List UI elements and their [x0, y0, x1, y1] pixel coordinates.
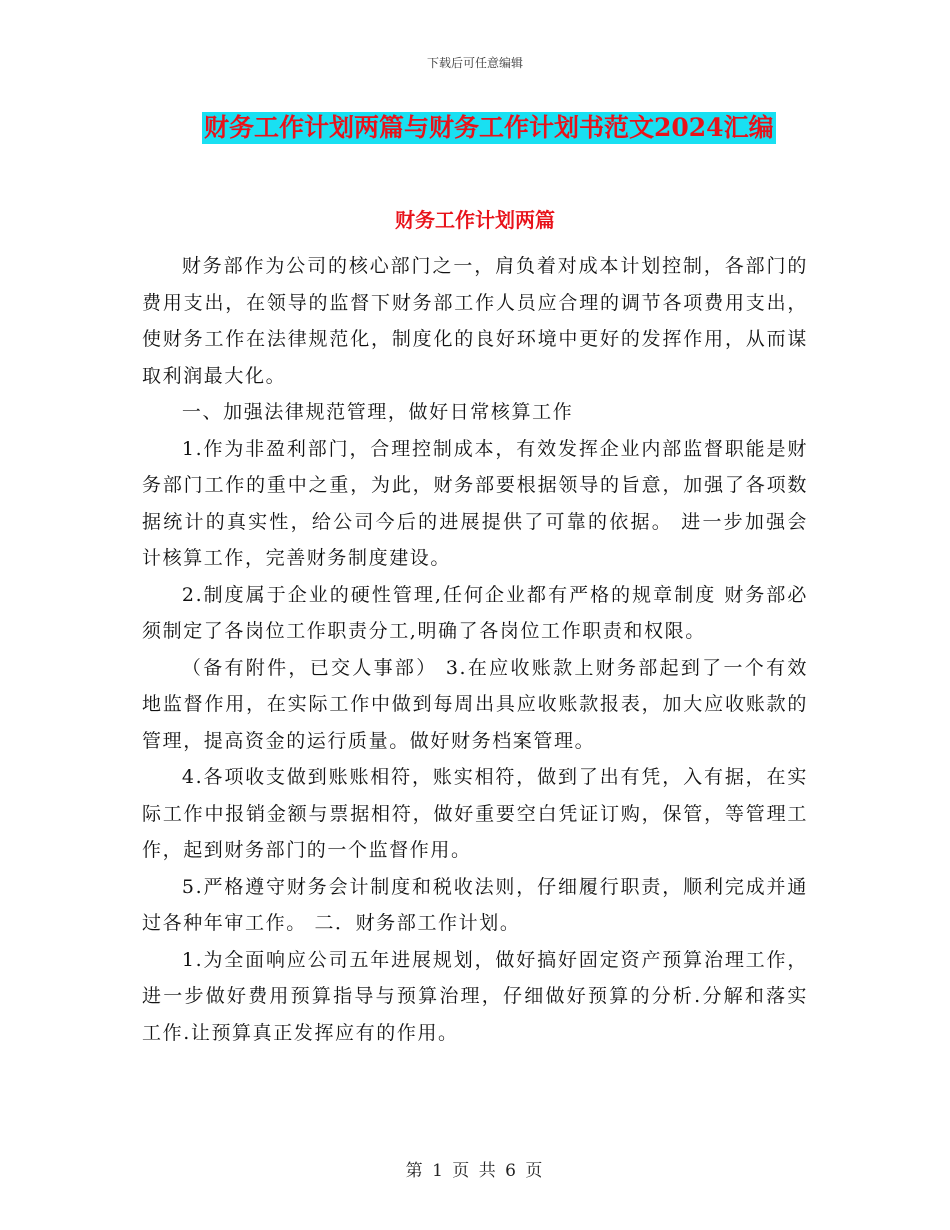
- section-title: 财务工作计划两篇: [395, 208, 555, 232]
- paragraph: 财务部作为公司的核心部门之一，肩负着对成本计划控制，各部门的费用支出，在领导的监督下财务部工作人员应合理的调节各项费用支出，使财务工作在法律规范化，制度化的良好环境中更好的发挥作用，从而谋取利润最大化。: [142, 255, 808, 387]
- paragraph: 1.作为非盈利部门，合理控制成本，有效发挥企业内部监督职能是财务部门工作的重中之重，为此，财务部要根据领导的旨意，加强了各项数据统计的真实性，给公司今后的进展提供了可靠的依据。 进一步加强会计核算工作，完善财务制度建设。: [142, 437, 808, 569]
- paragraph: 一、加强法律规范管理，做好日常核算工作: [181, 401, 574, 423]
- download-note: 下载后可任意编辑: [426, 56, 523, 70]
- paragraph: 1.为全面响应公司五年进展规划，做好搞好固定资产预算治理工作，进一步做好费用预算指导与预算治理，仔细做好预算的分析.分解和落实工作.让预算真正发挥应有的作用。: [142, 948, 808, 1044]
- paragraph: 2.制度属于企业的硬性管理,任何企业都有严格的规章制度 财务部必须制定了各岗位工作职责分工,明确了各岗位工作职责和权限。: [142, 583, 808, 642]
- document-title: 财务工作计划两篇与财务工作计划书范文2024汇编: [204, 113, 774, 142]
- document-body: [142, 248, 808, 1051]
- paragraph: 5.严格遵守财务会计制度和税收法则，仔细履行职责，顺利完成并通过各种年审工作。 二．财务部工作计划。: [142, 875, 808, 934]
- paragraph: （备有附件，已交人事部） 3.在应收账款上财务部起到了一个有效地监督作用，在实际工作中做到每周出具应收账款报表，加大应收账款的管理，提高资金的运行质量。做好财务档案管理。: [142, 656, 808, 752]
- paragraph: 4.各项收支做到账账相符，账实相符，做到了出有凭，入有据，在实际工作中报销金额与票据相符，做好重要空白凭证订购，保管，等管理工作，起到财务部门的一个监督作用。: [142, 766, 808, 861]
- page-indicator: 第 1 页 共 6 页: [405, 1161, 545, 1181]
